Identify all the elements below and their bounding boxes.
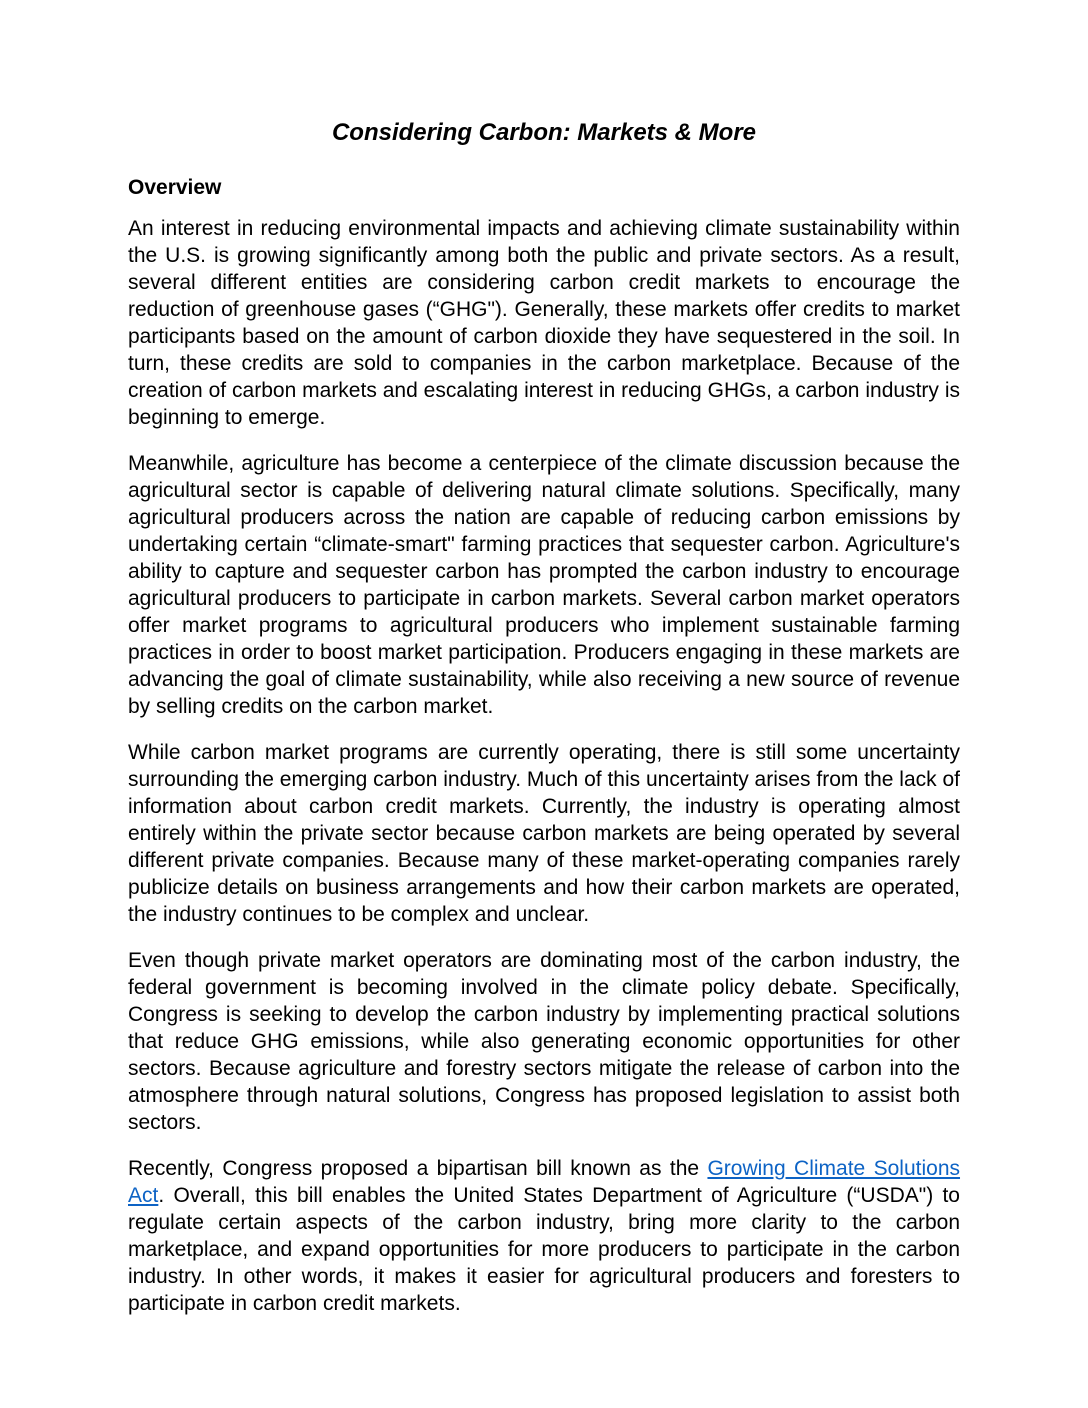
paragraph-overview-5 <box>128 1155 960 1317</box>
section-heading-overview: Overview <box>128 176 222 199</box>
document-title: Considering Carbon: Markets & More <box>331 119 757 146</box>
paragraph-overview-1: An interest in reducing environmental impacts and achieving climate sustainability within the U.S. is growing significantly among both the public and private sectors. As a result, several different entities are considering carbon credit markets to encourage the reduction of greenhouse gases (“GHG"). Generally, these markets offer credits to market participants based on the amount of carbon dioxide they have sequestered in the soil. In turn, these credits are sold to companies in the carbon marketplace. Because of the creation of carbon markets and escalating interest in reducing GHGs, a carbon industry is beginning to emerge. <box>128 217 960 429</box>
paragraph-overview-4: Even though private market operators are dominating most of the carbon industry, the federal government is becoming involved in the climate policy debate. Specifically, Congress is seeking to develop the carbon industry by implementing practical solutions that reduce GHG emissions, while also generating economic opportunities for other sectors. Because agriculture and forestry sectors mitigate the release of carbon into the atmosphere through natural solutions, Congress has proposed legislation to assist both sectors. <box>128 949 960 1134</box>
final-paragraph-text-before-link: Recently, Congress proposed a bipartisan bill known as the <box>128 1157 708 1180</box>
final-paragraph-text-after-link: . Overall, this bill enables the United States Department of Agriculture (“USDA") to regulate certain aspects of the carbon industry, bring more clarity to the carbon marketplace, and expand opportunities for more producers to participate in the carbon industry. In other words, it makes it easier for agricultural producers and foresters to participate in carbon credit markets. <box>128 1184 960 1315</box>
paragraph-overview-2: Meanwhile, agriculture has become a centerpiece of the climate discussion because the agricultural sector is capable of delivering natural climate solutions. Specifically, many agricultural producers across the nation are capable of reducing carbon emissions by undertaking certain “climate-smart" farming practices that sequester carbon. Agriculture's ability to capture and sequester carbon has prompted the carbon industry to encourage agricultural producers to participate in carbon markets. Several carbon market operators offer market programs to agricultural producers who implement sustainable farming practices in order to boost market participation. Producers engaging in these markets are advancing the goal of climate sustainability, while also receiving a new source of revenue by selling credits on the carbon market. <box>128 452 960 718</box>
paragraph-overview-3: While carbon market programs are currently operating, there is still some uncertainty surrounding the emerging carbon industry. Much of this uncertainty arises from the lack of information about carbon credit markets. Currently, the industry is operating almost entirely within the private sector because carbon markets are being operated by several different private companies. Because many of these market-operating companies rarely publicize details on business arrangements and how their carbon markets are operated, the industry continues to be complex and unclear. <box>128 741 960 926</box>
growing-climate-solutions-act-link[interactable]: Growing Climate Solutions Act <box>128 1157 961 1207</box>
